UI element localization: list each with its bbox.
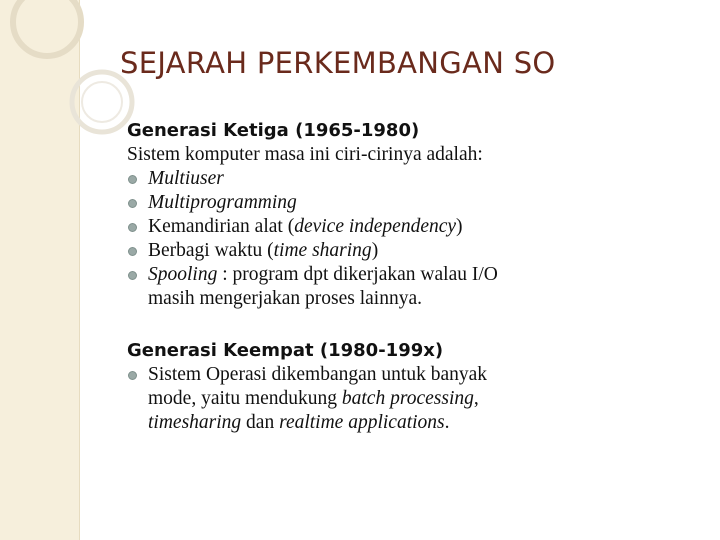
slide-title: SEJARAH PERKEMBANGAN SO: [120, 46, 556, 80]
bullet-dot-icon: [128, 247, 137, 256]
list-item-text: Berbagi waktu (: [148, 240, 274, 261]
list-item-text: Multiprogramming: [148, 192, 297, 213]
list-item-text: Sistem Operasi dikembangan untuk banyak: [148, 364, 488, 385]
list-item-text: Multiuser: [148, 168, 224, 189]
list-item-text: device independency: [294, 216, 457, 237]
list-item-text: masih mengerjakan proses lainnya.: [148, 288, 422, 309]
list-item-text: .: [444, 412, 450, 433]
bullet-dot-icon: [128, 271, 137, 280]
list-item-text: mode, yaitu mendukung: [148, 388, 342, 409]
list-item-text: ): [371, 240, 379, 261]
bullet-list-generasi-keempat: [127, 363, 707, 435]
list-item-text: realtime applications: [279, 412, 445, 433]
list-item-text: ,: [473, 388, 479, 409]
section-heading-generasi-keempat: Generasi Keempat (1980-199x): [127, 340, 444, 361]
list-item: [127, 215, 707, 239]
slide-content: [127, 118, 707, 435]
bullet-dot-icon: [128, 175, 137, 184]
bullet-dot-icon: [128, 223, 137, 232]
section-intro-text: Sistem komputer masa ini ciri-cirinya adalah:: [127, 144, 483, 165]
list-item-text: dan: [241, 412, 280, 433]
list-item-text: Spooling: [148, 264, 218, 285]
list-item-text: time sharing: [273, 240, 372, 261]
list-item: [127, 239, 707, 263]
list-item-text: : program dpt dikerjakan walau I/O: [217, 264, 498, 285]
section-heading-generasi-ketiga: Generasi Ketiga (1965-1980): [127, 120, 420, 141]
list-item: [127, 167, 707, 191]
list-item-text: timesharing: [148, 412, 242, 433]
list-item: [127, 263, 707, 311]
bullet-list-generasi-ketiga: [127, 167, 707, 311]
bullet-dot-icon: [128, 371, 137, 380]
list-item-text: Kemandirian alat (: [148, 216, 295, 237]
bullet-dot-icon: [128, 199, 137, 208]
list-item-text: ): [456, 216, 463, 237]
list-item: [127, 191, 707, 215]
list-item: [127, 363, 707, 435]
list-item-text: batch processing: [341, 388, 474, 409]
